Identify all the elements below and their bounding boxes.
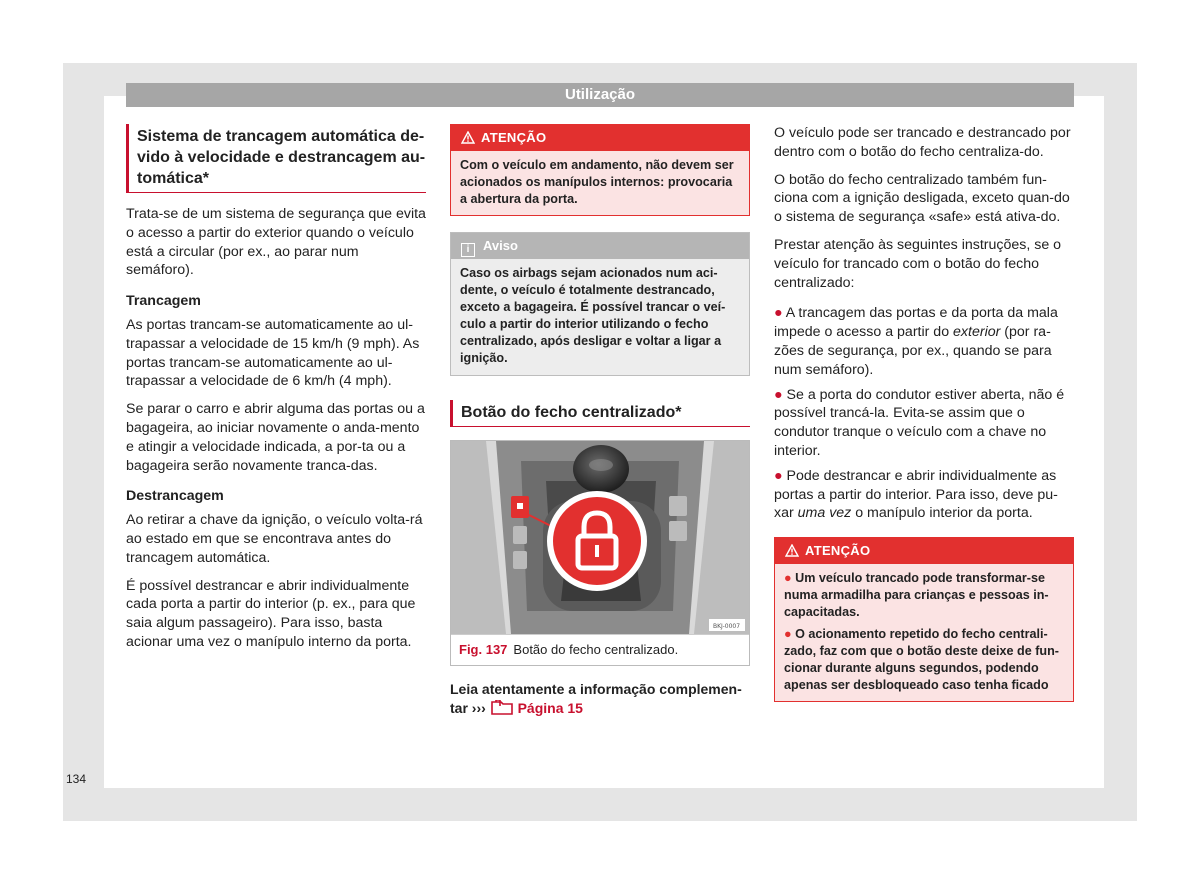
warning-header-2 <box>775 538 1073 564</box>
figure-code: BKJ-0007 <box>713 623 741 630</box>
bullet-dot-icon: ● <box>784 571 796 586</box>
warning-item-1-text: Um veículo trancado pode transformar-se numa armadilha para crianças e pessoas in-capacitadas. <box>784 571 1049 620</box>
warning-text: Com o veículo em andamento, não devem ser acionados os manípulos internos: provocaria a abertura da porta. <box>460 158 734 206</box>
page-number: 134 <box>66 772 87 786</box>
section-title-auto-lock: Sistema de trancagem automática de-vido à velocidade e destrancagem au-tomática* <box>126 124 426 193</box>
bullet-dot-icon: ● <box>774 386 783 403</box>
warning-header-label-2: ATENÇÃO <box>805 543 871 559</box>
central-lock-button-illustration <box>451 441 749 634</box>
bullet-3-text-end: o manípulo interior da porta. <box>851 505 1033 522</box>
bullet-1-text-end: (por ra-zões de segurança, por ex., quando se para num semáforo). <box>774 324 1052 378</box>
warning-item-2 <box>784 626 1064 694</box>
paragraph-trancagem: As portas trancam-se automaticamente ao ul-trapassar a velocidade de 15 km/h (9 mph). As portas trancam-se automaticamente ao ul-trapassar a velocidade de 6 km/h (4 mph). <box>126 316 420 390</box>
figure-caption <box>451 634 749 665</box>
read-more-arrows: ››› <box>471 700 486 716</box>
column-3 <box>774 124 1074 718</box>
subheading-trancagem: Trancagem <box>126 293 201 310</box>
warning-header <box>451 125 749 151</box>
figure-caption-text: Botão do fecho centralizado. <box>513 642 679 657</box>
column-2 <box>450 124 750 718</box>
bullet-3-text: Pode destrancar e abrir individualmente as portas a partir do interior. Para isso, deve pu-xar <box>774 467 1058 522</box>
subheading-destrancagem: Destrancagem <box>126 488 224 505</box>
bullet-dot-icon: ● <box>774 305 783 322</box>
page-link[interactable] <box>490 700 583 716</box>
warning-box <box>450 124 750 216</box>
paragraph-destrancagem: Ao retirar a chave da ignição, o veículo volta-rá ao estado em que se encontrava antes do trancagem automática. <box>126 512 423 566</box>
paragraph-ignition-off: O botão do fecho centralizado também fun-ciona com a ignição desligada, exceto quan-do o sistema de segurança «safe» está ativa-do. <box>774 171 1070 226</box>
section-header-bar <box>126 83 1074 107</box>
figure-137 <box>450 440 750 666</box>
note-text: Caso os airbags sejam acionados num aci-dente, o veículo é totalmente destrancado, exceto a bagageira. É possível trancar o veí-culo a partir do interior utilizando o fecho centralizado, após desligar e voltar a ligar a ignição. <box>460 266 726 365</box>
column-1 <box>126 124 426 661</box>
note-box <box>450 232 750 376</box>
warning-header-label: ATENÇÃO <box>481 130 547 145</box>
note-header <box>451 233 749 259</box>
bullet-dot-icon: ● <box>774 467 783 484</box>
paragraph-lock-from-inside: O veículo pode ser trancado e destrancado por dentro com o botão do fecho centraliza-do. <box>774 125 1071 160</box>
bullet-2-text: Se a porta do condutor estiver aberta, não é possível trancá-la. Evita-se assim que o condutor tranque o veículo com a chave no interior. <box>774 386 1065 459</box>
bullet-item-3 <box>774 467 1074 523</box>
read-more <box>450 680 750 718</box>
warning-triangle-icon <box>785 544 799 557</box>
section-header-title: Utilização <box>564 86 636 103</box>
warning-text-2 <box>775 564 1073 701</box>
page-link-label: Página 15 <box>517 700 583 716</box>
note-header-label: Aviso <box>483 238 518 253</box>
info-icon: i <box>461 243 475 257</box>
bullet-dot-icon: ● <box>784 627 796 642</box>
figure-number: Fig. 137 <box>459 642 508 657</box>
intro-paragraph: Trata-se de um sistema de segurança que evita o acesso a partir do exterior quando o veículo está a circular (por ex., ao parar num semáforo). <box>126 206 426 279</box>
read-more-text: Leia atentamente a informação complemen-tar <box>450 681 742 716</box>
bullet-item-1 <box>774 304 1074 379</box>
section-title-central-lock: Botão do fecho centralizado* <box>450 400 750 427</box>
warning-item-1 <box>784 570 1064 621</box>
paragraph-individual-unlock: É possível destrancar e abrir individualmente cada porta a partir do interior (p. ex., para que saia algum passageiro). Para isso, basta acionar uma vez o manípulo interno da porta. <box>126 577 416 650</box>
paragraph-stop: Se parar o carro e abrir alguma das portas ou a bagageira, ao iniciar novamente o anda-mento e atingir a velocidade indicada, a por-ta ou a bagageira serão novamente tranca-das. <box>126 401 425 474</box>
bullet-3-emphasis: uma vez <box>797 505 852 522</box>
warning-triangle-icon <box>461 131 475 144</box>
warning-item-2-text: O acionamento repetido do fecho centrali-zado, faz com que o botão deste deixe de fun-cionar durante alguns segundos, podendo apenas ser desbloqueado caso tenha ficado <box>784 627 1059 693</box>
bullet-item-2 <box>774 386 1074 461</box>
bullet-1-text: A trancagem das portas e da porta da mala impede o acesso a partir do <box>774 305 1058 341</box>
book-icon <box>490 700 514 716</box>
paragraph-instructions: Prestar atenção às seguintes instruções, se o veículo for trancado com o botão do fecho centralizado: <box>774 236 1062 291</box>
bullet-1-emphasis: exterior <box>953 324 1001 341</box>
warning-box-2 <box>774 537 1074 702</box>
